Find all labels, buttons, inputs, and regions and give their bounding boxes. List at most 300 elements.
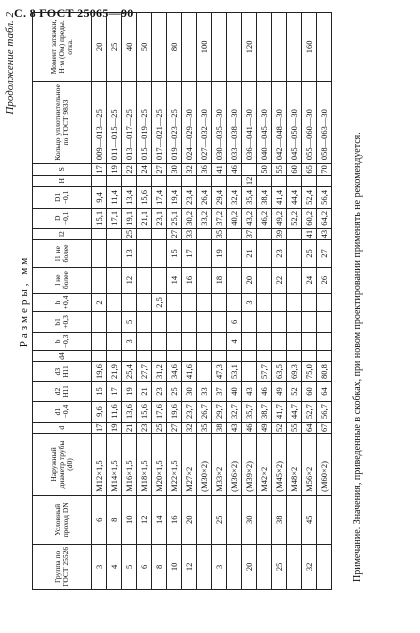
- table-cell: 25: [272, 544, 287, 589]
- table-cell: [197, 544, 212, 589]
- table-cell: M20×1,5: [152, 434, 167, 496]
- table-cell: 100: [197, 13, 212, 82]
- table-cell: M27×2: [182, 434, 197, 496]
- table-cell: [272, 312, 287, 332]
- table-cell: 25: [212, 495, 227, 544]
- table-cell: 64,2: [317, 208, 332, 228]
- table-cell: 11,6: [107, 401, 122, 422]
- table-cell: [272, 175, 287, 187]
- table-cell: 20: [242, 544, 257, 589]
- table-cell: 52,7: [302, 401, 317, 422]
- table-row: [197, 13, 212, 590]
- table-row: [152, 13, 167, 590]
- table-row: [167, 13, 182, 590]
- table-cell: [137, 351, 152, 362]
- table-cell: [197, 240, 212, 267]
- table-cell: [137, 175, 152, 187]
- table-cell: 15,6: [137, 401, 152, 422]
- rotated-content: [4, 6, 416, 596]
- table-cell: [212, 332, 227, 351]
- table-cell: 23: [272, 240, 287, 267]
- table-cell: 41,4: [272, 187, 287, 209]
- table-cell: 25,4: [122, 361, 137, 382]
- table-cell: [287, 175, 302, 187]
- table-cell: 036—041—30: [242, 81, 257, 163]
- table-cell: [182, 13, 197, 82]
- table-cell: 50: [257, 164, 272, 176]
- table-cell: 75,0: [302, 361, 317, 382]
- table-cell: [257, 240, 272, 267]
- table-header-row: [33, 13, 92, 590]
- table-cell: 37,2: [212, 208, 227, 228]
- table-cell: 64: [317, 382, 332, 401]
- table-cell: 19: [122, 382, 137, 401]
- table-cell: [317, 544, 332, 589]
- table-cell: 11,4: [107, 187, 122, 209]
- table-cell: [302, 175, 317, 187]
- table-cell: 52: [272, 422, 287, 434]
- table-cell: [287, 293, 302, 312]
- table-cell: 80: [167, 13, 182, 82]
- table-cell: 25,1: [167, 208, 182, 228]
- table-cell: 15,6: [137, 187, 152, 209]
- table-cell: 38: [212, 422, 227, 434]
- table-cell: 17: [107, 382, 122, 401]
- table-cell: [257, 544, 272, 589]
- table-cell: [137, 293, 152, 312]
- table-cell: 12: [122, 267, 137, 293]
- table-cell: 55: [287, 422, 302, 434]
- table-cell: M16×1,5: [122, 434, 137, 496]
- col-header: l2: [33, 228, 92, 240]
- table-cell: 46,2: [257, 208, 272, 228]
- table-cell: [137, 267, 152, 293]
- table-cell: 43,2: [242, 208, 257, 228]
- table-cell: 17: [92, 164, 107, 176]
- table-cell: [317, 351, 332, 362]
- table-cell: 20: [92, 13, 107, 82]
- table-cell: 10: [167, 544, 182, 589]
- table-cell: 17,1: [107, 208, 122, 228]
- table-cell: 23: [137, 422, 152, 434]
- table-cell: 30: [182, 382, 197, 401]
- table-cell: [242, 361, 257, 382]
- table-cell: 52,2: [287, 208, 302, 228]
- table-cell: 19: [107, 164, 122, 176]
- table-cell: 52: [287, 382, 302, 401]
- table-cell: [182, 332, 197, 351]
- table-cell: [152, 228, 167, 240]
- table-cell: M48×2: [287, 434, 302, 496]
- table-cell: [167, 351, 182, 362]
- table-cell: 32,4: [227, 187, 242, 209]
- table-cell: [167, 332, 182, 351]
- table-cell: 19,6: [92, 361, 107, 382]
- table-cell: M42×2: [257, 434, 272, 496]
- table-cell: 12: [137, 495, 152, 544]
- table-cell: 56,4: [317, 187, 332, 209]
- table-row: [317, 13, 332, 590]
- table-cell: 41,7: [272, 401, 287, 422]
- table-cell: 055—060—30: [302, 81, 317, 163]
- table-cell: [257, 495, 272, 544]
- table-cell: 040—045—30: [257, 81, 272, 163]
- table-cell: 35,7: [242, 401, 257, 422]
- table-cell: 17,4: [152, 187, 167, 209]
- table-cell: 46: [257, 382, 272, 401]
- table-cell: [242, 312, 257, 332]
- table-row: [212, 13, 227, 590]
- table-cell: [197, 351, 212, 362]
- table-row: [302, 13, 317, 590]
- table-cell: 3: [92, 544, 107, 589]
- table-cell: 37: [212, 382, 227, 401]
- table-cell: M12×1,5: [92, 434, 107, 496]
- table-cell: [107, 267, 122, 293]
- col-header: H: [33, 175, 92, 187]
- table-cell: [167, 175, 182, 187]
- col-header: D1 −0,1: [33, 187, 92, 209]
- table-cell: [272, 13, 287, 82]
- table-cell: [152, 240, 167, 267]
- table-cell: 53,1: [227, 361, 242, 382]
- table-cell: 60: [287, 164, 302, 176]
- table-cell: [317, 293, 332, 312]
- table-cell: 4: [107, 544, 122, 589]
- table-cell: 19: [212, 240, 227, 267]
- table-cell: 058—063—30: [317, 81, 332, 163]
- table-cell: 3: [242, 293, 257, 312]
- table-cell: 50: [137, 13, 152, 82]
- table-cell: [212, 175, 227, 187]
- continuation-label: Продолжение табл. 2: [4, 12, 16, 115]
- table-cell: M22×1,5: [167, 434, 182, 496]
- table-cell: 30,2: [182, 208, 197, 228]
- table-cell: [197, 267, 212, 293]
- table-cell: [122, 351, 137, 362]
- table-cell: 18: [212, 267, 227, 293]
- table-cell: 35: [212, 228, 227, 240]
- table-cell: 8: [152, 544, 167, 589]
- table-cell: 5: [122, 312, 137, 332]
- table-cell: 27,7: [137, 361, 152, 382]
- table-cell: 6: [137, 544, 152, 589]
- table-cell: 43: [242, 382, 257, 401]
- table-cell: 030—035—30: [212, 81, 227, 163]
- table-cell: [272, 332, 287, 351]
- rotated-table-area: [4, 6, 416, 596]
- table-cell: 32: [182, 164, 197, 176]
- table-cell: [167, 293, 182, 312]
- table-cell: 24: [137, 164, 152, 176]
- table-cell: 60,2: [302, 208, 317, 228]
- table-cell: 33: [197, 382, 212, 401]
- table-cell: 70: [317, 164, 332, 176]
- table-cell: 17: [182, 240, 197, 267]
- table-cell: [302, 351, 317, 362]
- table-row: [107, 13, 122, 590]
- table-cell: 16: [167, 495, 182, 544]
- page-header: С. 8 ГОСТ 25065—90: [14, 6, 134, 20]
- table-cell: [257, 228, 272, 240]
- table-cell: 10: [122, 495, 137, 544]
- table-cell: 20: [242, 267, 257, 293]
- table-cell: [92, 267, 107, 293]
- table-cell: 44,7: [287, 401, 302, 422]
- table-cell: 36: [197, 164, 212, 176]
- table-cell: [227, 240, 242, 267]
- table-cell: [302, 312, 317, 332]
- table-cell: 30: [242, 495, 257, 544]
- table-cell: [227, 544, 242, 589]
- table-cell: [287, 495, 302, 544]
- table-cell: 9,6: [92, 401, 107, 422]
- table-cell: 24: [302, 267, 317, 293]
- table-cell: 44,4: [287, 187, 302, 209]
- table-cell: [257, 13, 272, 82]
- table-note: Примечание. Значения, приведенные в скобках, при новом проектировании применять не рекомендуется.: [352, 132, 363, 582]
- table-cell: 56,7: [317, 401, 332, 422]
- table-cell: (M30×2): [197, 434, 212, 496]
- table-cell: 16: [182, 267, 197, 293]
- table-cell: [287, 312, 302, 332]
- table-cell: M14×1,5: [107, 434, 122, 496]
- table-cell: 23: [152, 382, 167, 401]
- table-cell: [257, 293, 272, 312]
- table-cell: [257, 351, 272, 362]
- table-cell: [92, 351, 107, 362]
- table-cell: 25: [152, 422, 167, 434]
- table-cell: [287, 240, 302, 267]
- table-cell: [182, 293, 197, 312]
- table-cell: 160: [302, 13, 317, 82]
- table-cell: 49: [257, 422, 272, 434]
- table-cell: 15: [92, 382, 107, 401]
- table-cell: [257, 175, 272, 187]
- table-cell: 39: [272, 228, 287, 240]
- table-cell: [137, 332, 152, 351]
- table-cell: 017—021—25: [152, 81, 167, 163]
- table-cell: [212, 13, 227, 82]
- table-cell: (M39×2): [242, 434, 257, 496]
- table-cell: [152, 351, 167, 362]
- table-cell: [92, 332, 107, 351]
- table-cell: 3: [212, 544, 227, 589]
- table-cell: 120: [242, 13, 257, 82]
- table-cell: [287, 228, 302, 240]
- table-cell: [272, 293, 287, 312]
- table-row: [122, 13, 137, 590]
- table-cell: [92, 312, 107, 332]
- table-cell: 57,7: [257, 361, 272, 382]
- table-cell: 41: [212, 164, 227, 176]
- dimensions-title: Размеры, мм: [18, 254, 30, 348]
- table-cell: 011—015—25: [107, 81, 122, 163]
- table-cell: [197, 175, 212, 187]
- table-cell: 49: [272, 382, 287, 401]
- table-cell: 25: [302, 240, 317, 267]
- table-cell: 41: [302, 228, 317, 240]
- table-cell: 80,8: [317, 361, 332, 382]
- table-cell: [317, 332, 332, 351]
- table-cell: [242, 164, 257, 176]
- col-header: d: [33, 422, 92, 434]
- table-cell: 29,4: [212, 187, 227, 209]
- table-cell: 8: [107, 495, 122, 544]
- table-cell: 69,3: [287, 361, 302, 382]
- table-cell: 27: [317, 240, 332, 267]
- table-cell: [287, 332, 302, 351]
- table-cell: [302, 293, 317, 312]
- table-cell: 38,7: [257, 401, 272, 422]
- table-cell: 13: [122, 240, 137, 267]
- table-cell: [107, 351, 122, 362]
- table-cell: [242, 332, 257, 351]
- table-cell: [107, 228, 122, 240]
- table-cell: [92, 175, 107, 187]
- col-header: h +0,4: [33, 293, 92, 312]
- table-cell: 19,6: [167, 401, 182, 422]
- table-cell: 15: [167, 240, 182, 267]
- table-cell: 024—029—30: [182, 81, 197, 163]
- table-cell: [92, 228, 107, 240]
- table-cell: [197, 312, 212, 332]
- table-cell: 23,4: [182, 187, 197, 209]
- table-cell: [107, 332, 122, 351]
- table-cell: [107, 312, 122, 332]
- table-cell: 21: [137, 382, 152, 401]
- col-header: l не более: [33, 267, 92, 293]
- table-row: [257, 13, 272, 590]
- table-cell: 49,2: [272, 208, 287, 228]
- table-cell: [257, 267, 272, 293]
- table-row: [92, 13, 107, 590]
- table-cell: 40,2: [227, 208, 242, 228]
- table-cell: 33: [182, 228, 197, 240]
- table-cell: 22: [272, 267, 287, 293]
- table-cell: [152, 175, 167, 187]
- table-cell: [302, 332, 317, 351]
- table-cell: 37: [242, 228, 257, 240]
- table-cell: 17: [92, 422, 107, 434]
- table-cell: 25: [122, 228, 137, 240]
- table-cell: 4: [227, 332, 242, 351]
- table-cell: 46: [227, 164, 242, 176]
- table-cell: M33×2: [212, 434, 227, 496]
- table-cell: 19,4: [167, 187, 182, 209]
- table-cell: [92, 240, 107, 267]
- table-cell: 027—032—30: [197, 81, 212, 163]
- table-cell: [227, 175, 242, 187]
- table-cell: [152, 267, 167, 293]
- table-cell: (M36×2): [227, 434, 242, 496]
- col-header: l1 не более: [33, 240, 92, 267]
- table-cell: [287, 544, 302, 589]
- table-cell: [227, 267, 242, 293]
- table-cell: 21,9: [107, 361, 122, 382]
- table-cell: 009—013—25: [92, 81, 107, 163]
- table-cell: 2: [92, 293, 107, 312]
- dimensions-table: [32, 12, 332, 590]
- table-cell: 38,4: [257, 187, 272, 209]
- table-cell: 17,6: [152, 401, 167, 422]
- table-cell: 64: [302, 422, 317, 434]
- table-cell: 27: [152, 164, 167, 176]
- table-cell: 38: [272, 495, 287, 544]
- table-cell: 21: [122, 422, 137, 434]
- table-row: [227, 13, 242, 590]
- table-cell: 45: [302, 495, 317, 544]
- table-cell: [287, 351, 302, 362]
- table-cell: 2,5: [152, 293, 167, 312]
- table-cell: 13,6: [122, 401, 137, 422]
- col-header: Кольцо уплотнительное по ГОСТ 9833: [33, 81, 92, 163]
- table-cell: 60: [302, 382, 317, 401]
- table-cell: 13,4: [122, 187, 137, 209]
- table-row: [182, 13, 197, 590]
- table-cell: 19: [107, 422, 122, 434]
- table-body: [92, 13, 332, 590]
- table-cell: 013—017—25: [122, 81, 137, 163]
- table-cell: 14: [152, 495, 167, 544]
- table-cell: 6: [92, 495, 107, 544]
- table-cell: 22: [122, 164, 137, 176]
- table-cell: [182, 175, 197, 187]
- table-cell: [227, 13, 242, 82]
- table-cell: 63,5: [272, 361, 287, 382]
- col-header: d4: [33, 351, 92, 362]
- table-cell: 25: [107, 13, 122, 82]
- table-cell: 14: [167, 267, 182, 293]
- table-cell: 9,4: [92, 187, 107, 209]
- table-cell: 23,1: [152, 208, 167, 228]
- table-cell: [182, 351, 197, 362]
- table-cell: [317, 312, 332, 332]
- table-cell: 015—019—25: [137, 81, 152, 163]
- table-cell: 042—048—30: [272, 81, 287, 163]
- table-cell: M56×2: [302, 434, 317, 496]
- table-cell: [197, 332, 212, 351]
- table-cell: M18×1,5: [137, 434, 152, 496]
- table-cell: [107, 293, 122, 312]
- table-cell: 019—023—25: [167, 81, 182, 163]
- table-cell: 12: [182, 544, 197, 589]
- table-cell: 26: [317, 267, 332, 293]
- table-cell: [107, 240, 122, 267]
- table-cell: [197, 361, 212, 382]
- col-header: S: [33, 164, 92, 176]
- table-cell: 26,4: [197, 187, 212, 209]
- table-cell: [122, 175, 137, 187]
- table-cell: [272, 351, 287, 362]
- table-cell: 41,6: [182, 361, 197, 382]
- table-cell: 033—038—30: [227, 81, 242, 163]
- table-cell: 43: [227, 422, 242, 434]
- table-cell: 35,4: [242, 187, 257, 209]
- col-header: d1 −0,4: [33, 401, 92, 422]
- table-cell: [212, 293, 227, 312]
- table-cell: 19,1: [122, 208, 137, 228]
- table-cell: 47,3: [212, 361, 227, 382]
- table-cell: 21,1: [137, 208, 152, 228]
- table-cell: 32: [182, 422, 197, 434]
- table-cell: 31,2: [152, 361, 167, 382]
- table-cell: 40: [122, 13, 137, 82]
- table-cell: [167, 312, 182, 332]
- table-cell: [152, 312, 167, 332]
- table-cell: 46: [242, 422, 257, 434]
- table-row: [242, 13, 257, 590]
